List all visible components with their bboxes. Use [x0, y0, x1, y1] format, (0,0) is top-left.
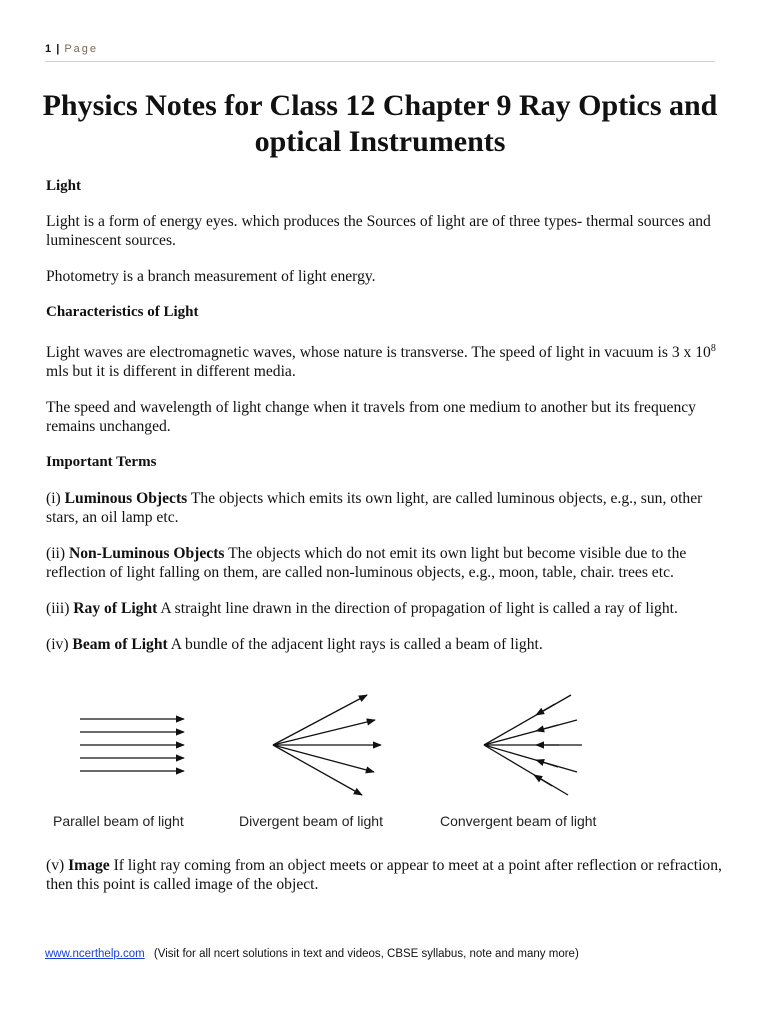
page-separator: | — [56, 43, 60, 55]
term-number: (iv) — [46, 636, 73, 654]
divergent-ray — [273, 745, 362, 795]
convergent-arrow — [534, 775, 552, 786]
page-word: Page — [64, 43, 99, 55]
paragraph-photometry: Photometry is a branch measurement of light energy. — [46, 268, 376, 285]
convergent-arrow — [536, 725, 558, 731]
caption-parallel-beam: Parallel beam of light — [53, 813, 184, 830]
footer-link[interactable]: www.ncerthelp.com — [45, 948, 145, 960]
caption-convergent-beam: Convergent beam of light — [440, 813, 597, 830]
term-definition: The objects which emits its own light, are called luminous objects, e.g., sun, other stars, an oil lamp etc. — [46, 490, 703, 527]
divergent-ray — [273, 695, 367, 745]
convergent-ray — [484, 720, 577, 745]
divergent-ray — [273, 720, 375, 745]
divergent-beam — [273, 695, 381, 795]
term-name: Ray of Light — [73, 600, 158, 618]
term-name: Non-Luminous Objects — [68, 545, 225, 563]
convergent-ray — [484, 745, 577, 772]
section-heading-light: Light — [46, 178, 82, 194]
speed-text-start: Light waves are electromagnetic waves, whose nature is transverse. The speed of light in vacuum is 3 x 10 — [46, 344, 711, 362]
term-definition: The objects which do not emit its own light but become visible due to the reflection of light falling on them, are called non-luminous objects, e.g., moon, table, chair. trees etc. — [46, 545, 687, 582]
convergent-ray — [484, 745, 568, 795]
term-luminous-objects — [46, 489, 722, 527]
page-title: Physics Notes for Class 12 Chapter 9 Ray Optics and optical Instruments — [42, 89, 718, 158]
convergent-arrow — [536, 760, 558, 767]
term-name: Luminous Objects — [64, 490, 188, 508]
term-number: (ii) — [46, 545, 69, 563]
convergent-beam — [484, 695, 582, 795]
term-name: Beam of Light — [72, 636, 168, 654]
paragraph-light-sources: Light is a form of energy eyes. which produces the Sources of light are of three types- thermal sources and luminescent sources. — [46, 213, 711, 249]
term-definition: A straight line drawn in the direction of propagation of light is called a ray of light. — [157, 600, 678, 618]
beam-diagram — [46, 664, 726, 814]
speed-exponent: 8 — [710, 343, 716, 354]
caption-divergent-beam: Divergent beam of light — [239, 813, 383, 830]
page-number: 1 — [45, 43, 52, 55]
term-number: (v) — [46, 857, 69, 875]
term-definition: A bundle of the adjacent light rays is called a beam of light. — [167, 636, 543, 654]
term-ray-of-light — [46, 599, 722, 618]
convergent-arrow — [536, 704, 555, 715]
section-heading-terms: Important Terms — [46, 454, 157, 471]
speed-text-end: mls but it is different in different media. — [46, 363, 296, 381]
page-header — [45, 43, 715, 62]
term-number: (i) — [46, 490, 65, 508]
paragraph-speed-of-light — [46, 339, 722, 381]
page-footer — [45, 948, 725, 960]
parallel-beam — [80, 719, 184, 771]
paragraph-frequency: The speed and wavelength of light change when it travels from one medium to another but its frequency remains unchanged. — [46, 399, 696, 436]
footer-note: (Visit for all ncert solutions in text and videos, CBSE syllabus, note and many more) — [153, 948, 579, 960]
term-non-luminous-objects — [46, 544, 722, 582]
term-definition: If light ray coming from an object meets or appear to meet at a point after reflection or refraction, then this point is called image of the object. — [46, 857, 722, 894]
term-name: Image — [68, 857, 110, 875]
divergent-ray — [273, 745, 374, 772]
section-heading-characteristics: Characteristics of Light — [46, 304, 199, 320]
beam-of-light-figure — [46, 664, 722, 836]
term-number: (iii) — [46, 600, 74, 618]
convergent-ray — [484, 695, 571, 745]
term-beam-of-light — [46, 635, 722, 654]
term-image — [46, 856, 722, 894]
document-body — [46, 177, 722, 894]
